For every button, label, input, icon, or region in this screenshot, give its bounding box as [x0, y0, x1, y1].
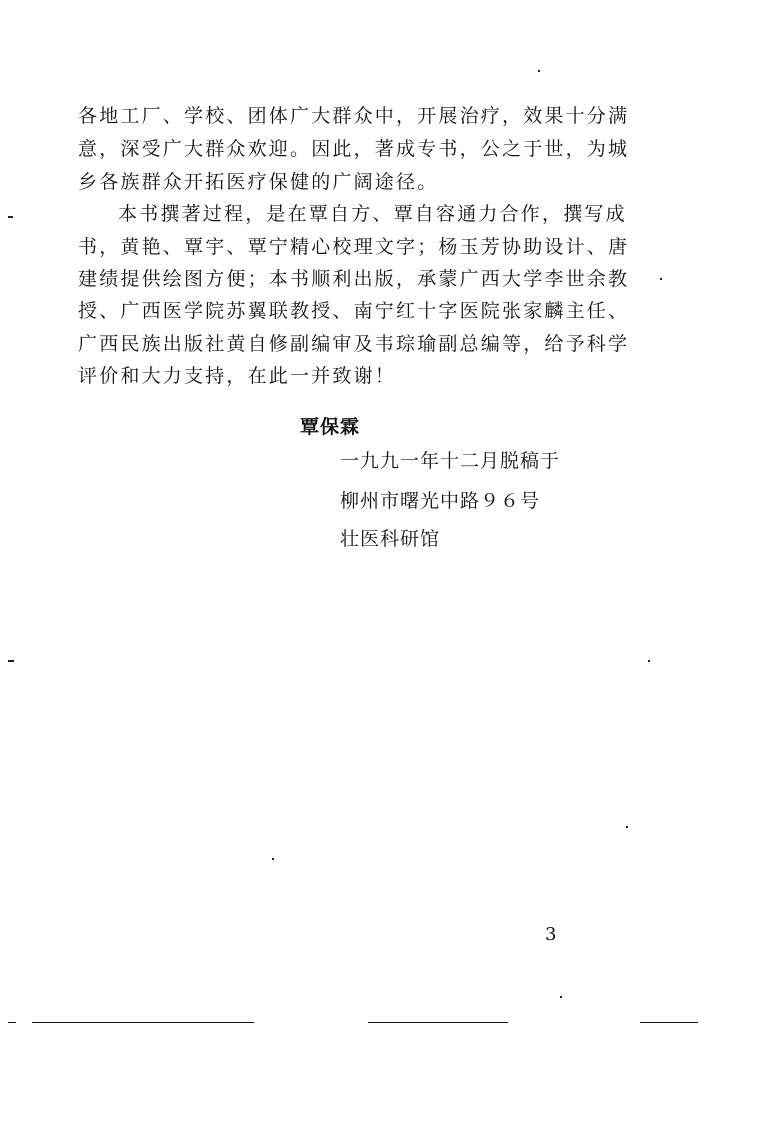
bottom-rule-middle [368, 1022, 508, 1023]
scan-speck [272, 858, 274, 860]
scan-speck [538, 70, 540, 72]
institution-line: 壮医科研馆 [340, 528, 441, 550]
bottom-rule-left [32, 1022, 254, 1023]
scan-speck [626, 826, 628, 828]
bottom-rule-right [640, 1022, 698, 1023]
scan-speck [8, 216, 13, 218]
paragraph-2-line-2: 书，黄艳、覃宇、覃宁精心校理文字；杨玉芳协助设计、唐 [78, 236, 630, 258]
paragraph-1-line-3: 乡各族群众开拓医疗保健的广阔途径。 [78, 171, 439, 193]
scan-speck [8, 660, 14, 662]
scan-speck [648, 660, 650, 662]
paragraph-1-line-1: 各地工厂、学校、团体广大群众中，开展治疗，效果十分满 [78, 105, 630, 127]
scan-speck [660, 278, 662, 280]
paragraph-2-line-3: 建绩提供绘图方便；本书顺利出版，承蒙广西大学李世余教 [78, 268, 630, 290]
scan-speck [560, 996, 562, 998]
page-number: 3 [545, 924, 557, 945]
paragraph-2-line-4: 授、广西医学院苏翼联教授、南宁红十字医院张家麟主任、 [78, 300, 630, 322]
paragraph-2-line-1: 本书撰著过程，是在覃自方、覃自容通力合作，撰写成 [118, 203, 627, 225]
paragraph-1-line-2: 意，深受广大群众欢迎。因此，著成专书，公之于世，为城 [78, 138, 630, 160]
bottom-rule-dash [8, 1022, 16, 1023]
paragraph-2-line-5: 广西民族出版社黄自修副编审及韦琮瑜副总编等，给予科学 [78, 333, 630, 355]
completion-date-line: 一九九一年十二月脱稿于 [340, 450, 561, 472]
paragraph-2-line-6: 评价和大力支持，在此一并致谢！ [78, 365, 397, 387]
address-line: 柳州市曙光中路９６号 [340, 490, 541, 512]
author-signature: 覃保霖 [300, 416, 361, 438]
